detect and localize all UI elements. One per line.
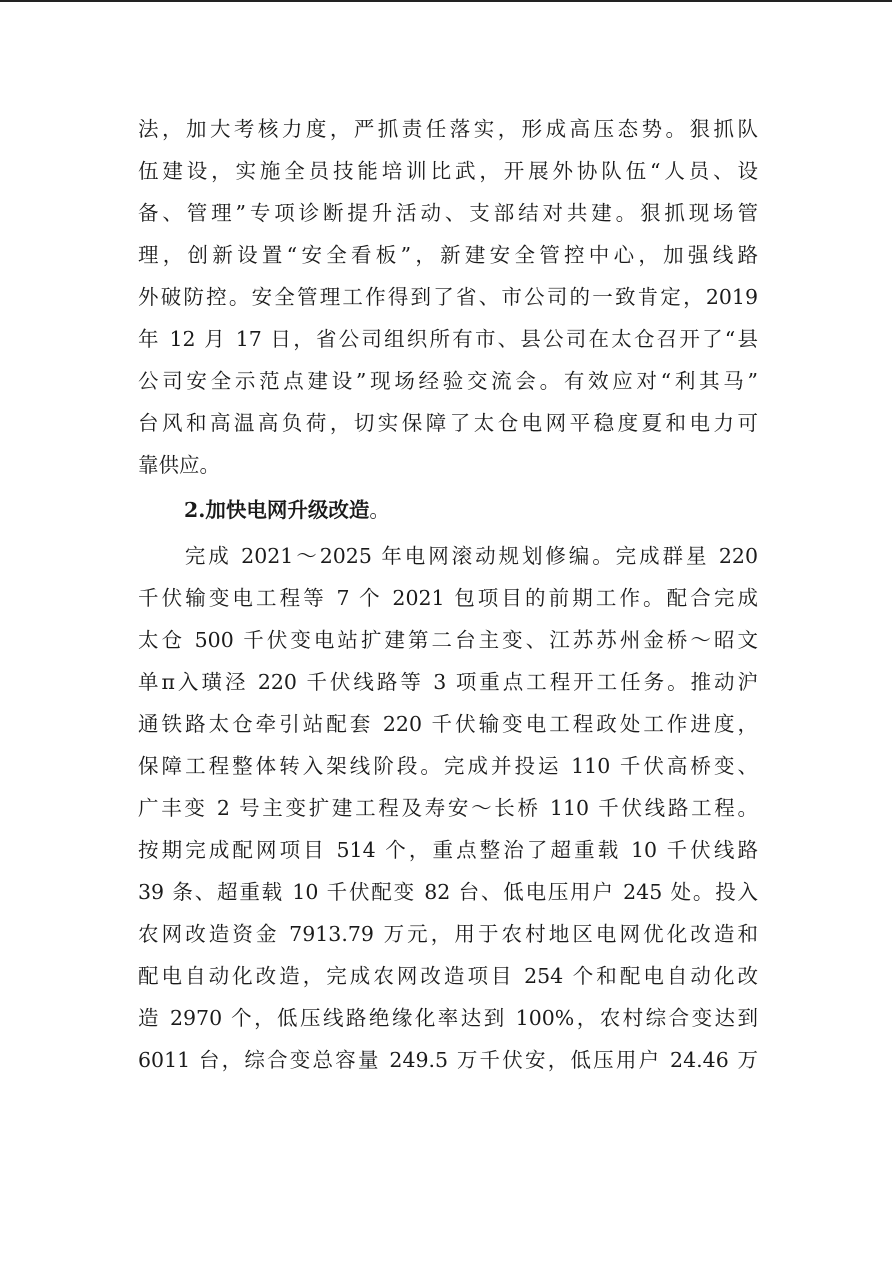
text-line: 39 条、超重载 10 千伏配变 82 台、低电压用户 245 处。投入: [138, 880, 758, 904]
text-line: 年 12 月 17 日，省公司组织所有市、县公司在太仓召开了“县: [138, 327, 758, 351]
text-line: 外破防控。安全管理工作得到了省、市公司的一致肯定，2019: [138, 285, 758, 309]
text-line: 理，创新设置“安全看板”，新建安全管控中心，加强线路: [138, 243, 758, 267]
text-line: 靠供应。: [138, 453, 220, 477]
text-line: 单π入璜泾 220 千伏线路等 3 项重点工程开工任务。推动沪: [138, 670, 758, 694]
text-line: 伍建设，实施全员技能培训比武，开展外协队伍“人员、设: [138, 159, 758, 183]
section-heading-punctuation: 。: [369, 498, 390, 522]
paragraph-grid-upgrade: [138, 535, 758, 1081]
text-line: 台风和高温高负荷，切实保障了太仓电网平稳度夏和电力可: [138, 411, 758, 435]
text-line: 太仓 500 千伏变电站扩建第二台主变、江苏苏州金桥～昭文: [138, 628, 758, 652]
text-line: 千伏输变电工程等 7 个 2021 包项目的前期工作。配合完成: [138, 586, 758, 610]
text-line: 6011 台，综合变总容量 249.5 万千伏安，低压用户 24.46 万: [138, 1048, 758, 1072]
text-line: 保障工程整体转入架线阶段。完成并投运 110 千伏高桥变、: [138, 754, 758, 778]
text-line: 农网改造资金 7913.79 万元，用于农村地区电网优化改造和: [138, 922, 758, 946]
section-heading-text: 2.加快电网升级改造: [184, 498, 370, 522]
text-line: 备、管理”专项诊断提升活动、支部结对共建。狠抓现场管: [138, 201, 758, 225]
paragraph-safety-management: [138, 108, 758, 486]
text-line: 配电自动化改造，完成农网改造项目 254 个和配电自动化改: [138, 964, 758, 988]
text-line: 造 2970 个，低压线路绝缘化率达到 100%，农村综合变达到: [138, 1006, 758, 1030]
text-line: 按期完成配网项目 514 个，重点整治了超重载 10 千伏线路: [138, 838, 758, 862]
section-heading: [184, 489, 758, 531]
text-line: 完成 2021～2025 年电网滚动规划修编。完成群星 220: [138, 544, 758, 568]
text-line: 广丰变 2 号主变扩建工程及寿安～长桥 110 千伏线路工程。: [138, 796, 758, 820]
text-line: 法，加大考核力度，严抓责任落实，形成高压态势。狠抓队: [138, 117, 758, 141]
text-line: 通铁路太仓牵引站配套 220 千伏输变电工程政处工作进度，: [138, 712, 758, 736]
text-line: 公司安全示范点建设”现场经验交流会。有效应对“利其马”: [138, 369, 758, 393]
